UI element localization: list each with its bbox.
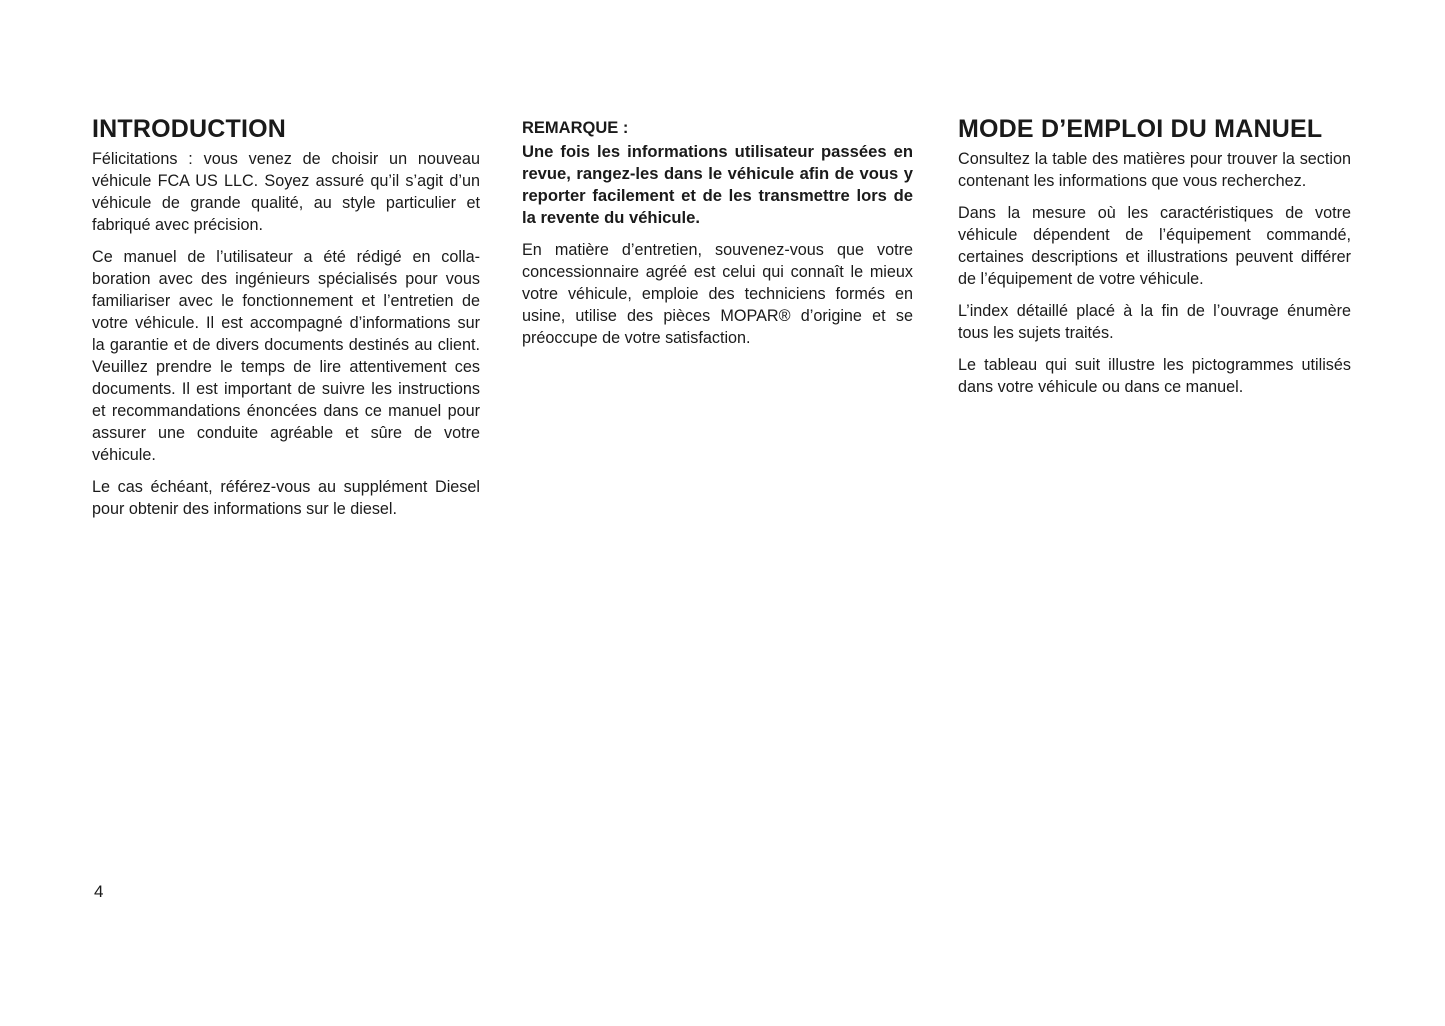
mode-emploi-paragraph-1: Consultez la table des matières pour trouver la section contenant les informations que vous recherchez.	[958, 150, 1351, 190]
mode-emploi-paragraph-2: Dans la mesure où les caractéristiques de votre véhicule dépendent de l’équipement commandé, certaines descriptions et illustrations peuvent différer de l’équipement de votre véhicule.	[958, 204, 1351, 288]
remarque-paragraph: En matière d’entretien, souvenez-vous que votre concessionnaire agréé est celui qui connaît le mieux votre véhicule, emploie des techniciens formés en usine, utilise des pièces MOPAR® d’origine et se préoccupe de votre satisfaction.	[522, 241, 913, 347]
mode-emploi-title: MODE D’EMPLOI DU MANUEL	[958, 115, 1323, 143]
introduction-section	[92, 114, 480, 530]
mode-emploi-paragraph-3: L’index détaillé placé à la fin de l’ouvrage énumère tous les sujets traités.	[958, 302, 1351, 342]
introduction-paragraph-3: Le cas échéant, référez-vous au supplément Diesel pour obtenir des informations sur le diesel.	[92, 478, 480, 518]
remarque-label: REMARQUE :	[522, 119, 629, 137]
introduction-title: INTRODUCTION	[92, 115, 287, 143]
mode-emploi-paragraph-4: Le tableau qui suit illustre les pictogrammes utilisés dans votre véhicule ou dans ce manuel.	[958, 356, 1351, 396]
remarque-section	[522, 117, 913, 359]
mode-emploi-section	[958, 114, 1351, 408]
page-number: 4	[94, 882, 104, 901]
introduction-paragraph-2: Ce manuel de l’utilisateur a été rédigé en collaboration avec des ingénieurs spécialisés pour vous familiariser avec le fonctionnement et l’entretien de votre véhicule. Il est accompagné d’informations sur la garantie et de divers documents destinés au client. Veuillez prendre le temps de lire attentivement ces documents. Il est important de suivre les instructions et recommandations énoncées dans ce manuel pour assurer une conduite agréable et sûre de votre véhicule.	[92, 248, 480, 464]
remarque-bold-text: Une fois les informations utilisateur passées en revue, rangez-les dans le véhicule afin de vous y reporter facilement et de les transmettre lors de la revente du véhicule.	[522, 142, 913, 227]
introduction-paragraph-1: Félicitations : vous venez de choisir un nouveau véhicule FCA US LLC. Soyez assuré qu’il s’agit d’un véhicule de grande qualité, au style particulier et fabriqué avec précision.	[92, 150, 480, 234]
